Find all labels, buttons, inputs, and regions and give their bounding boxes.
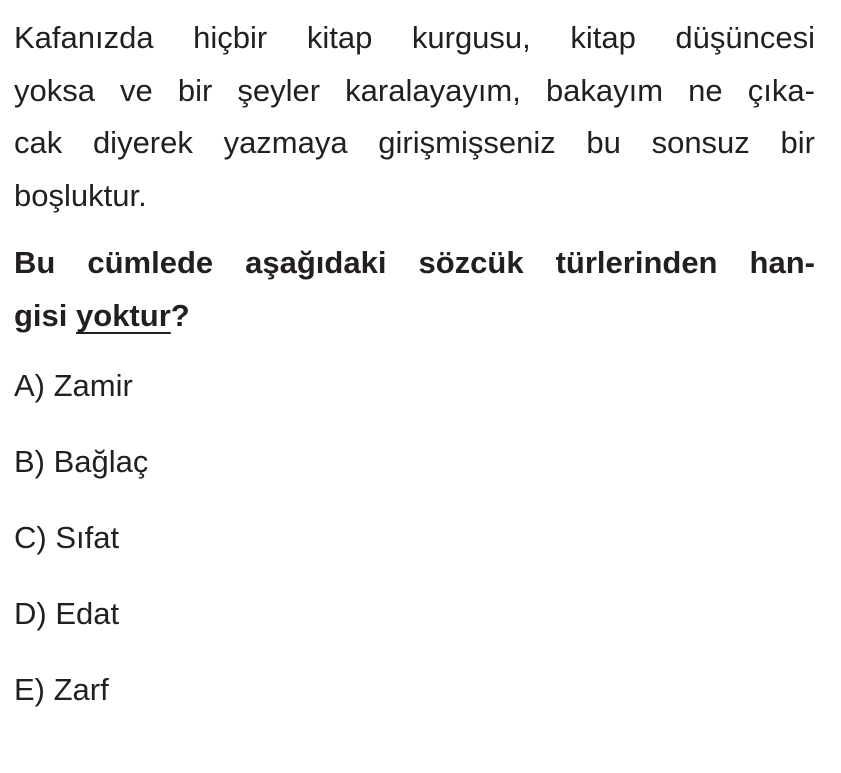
option-text: Zamir [53, 368, 133, 403]
passage-word: yoksa [14, 72, 95, 108]
option-e[interactable] [14, 666, 815, 742]
option-a[interactable] [14, 362, 815, 438]
option-text: Zarf [53, 672, 109, 707]
option-letter: E) [14, 672, 45, 707]
passage-word: sonsuz [651, 125, 750, 160]
passage-word: diyerek [92, 125, 193, 160]
passage-word: kitap [570, 20, 636, 55]
question-word: türlerinden [555, 245, 718, 280]
option-letter: B) [14, 444, 45, 479]
passage-word: kurgusu, [411, 20, 531, 55]
option-text: Edat [55, 596, 120, 631]
option-letter: A) [14, 368, 45, 403]
question-suffix: ? [170, 298, 190, 333]
passage-line [14, 170, 815, 223]
question-word: Bu [14, 245, 56, 280]
passage [14, 12, 815, 222]
passage-word: şeyler [237, 72, 321, 108]
passage-word: ve [120, 72, 153, 108]
passage-word: ne [688, 72, 723, 108]
passage-word: çıka- [747, 72, 815, 108]
question-word: aşağıdaki [245, 245, 387, 280]
question-word: sözcük [418, 245, 524, 280]
option-letter: C) [14, 520, 47, 555]
question-prefix: gisi [14, 298, 77, 333]
passage-word: bir [177, 72, 213, 108]
passage-word: karalayayım, [345, 72, 521, 108]
question-word: han- [749, 245, 815, 280]
passage-word: hiçbir [193, 20, 268, 55]
question-page [14, 0, 815, 742]
option-c[interactable] [14, 514, 815, 590]
passage-word: kitap [306, 20, 373, 55]
passage-line [14, 117, 815, 170]
question-underlined-word: yoktur [76, 298, 171, 333]
option-text: Sıfat [55, 520, 120, 555]
question-line [14, 236, 815, 289]
passage-word: bu [586, 125, 621, 160]
passage-word: Kafanızda [14, 20, 154, 55]
passage-line [14, 65, 815, 118]
passage-word: bakayım [545, 72, 664, 108]
question-stem [14, 236, 815, 342]
question-word: cümlede [87, 245, 214, 280]
option-b[interactable] [14, 438, 815, 514]
passage-word: bir [780, 125, 815, 160]
question-line [14, 289, 815, 342]
option-text: Bağlaç [53, 444, 149, 479]
passage-line [14, 12, 815, 65]
passage-word: düşüncesi [675, 20, 815, 55]
passage-word: girişmişseniz [378, 125, 556, 160]
option-d[interactable] [14, 590, 815, 666]
passage-word: boşluktur. [14, 177, 147, 213]
passage-word: cak [14, 125, 63, 160]
answer-options [14, 362, 815, 742]
option-letter: D) [14, 596, 47, 631]
passage-word: yazmaya [223, 125, 348, 160]
